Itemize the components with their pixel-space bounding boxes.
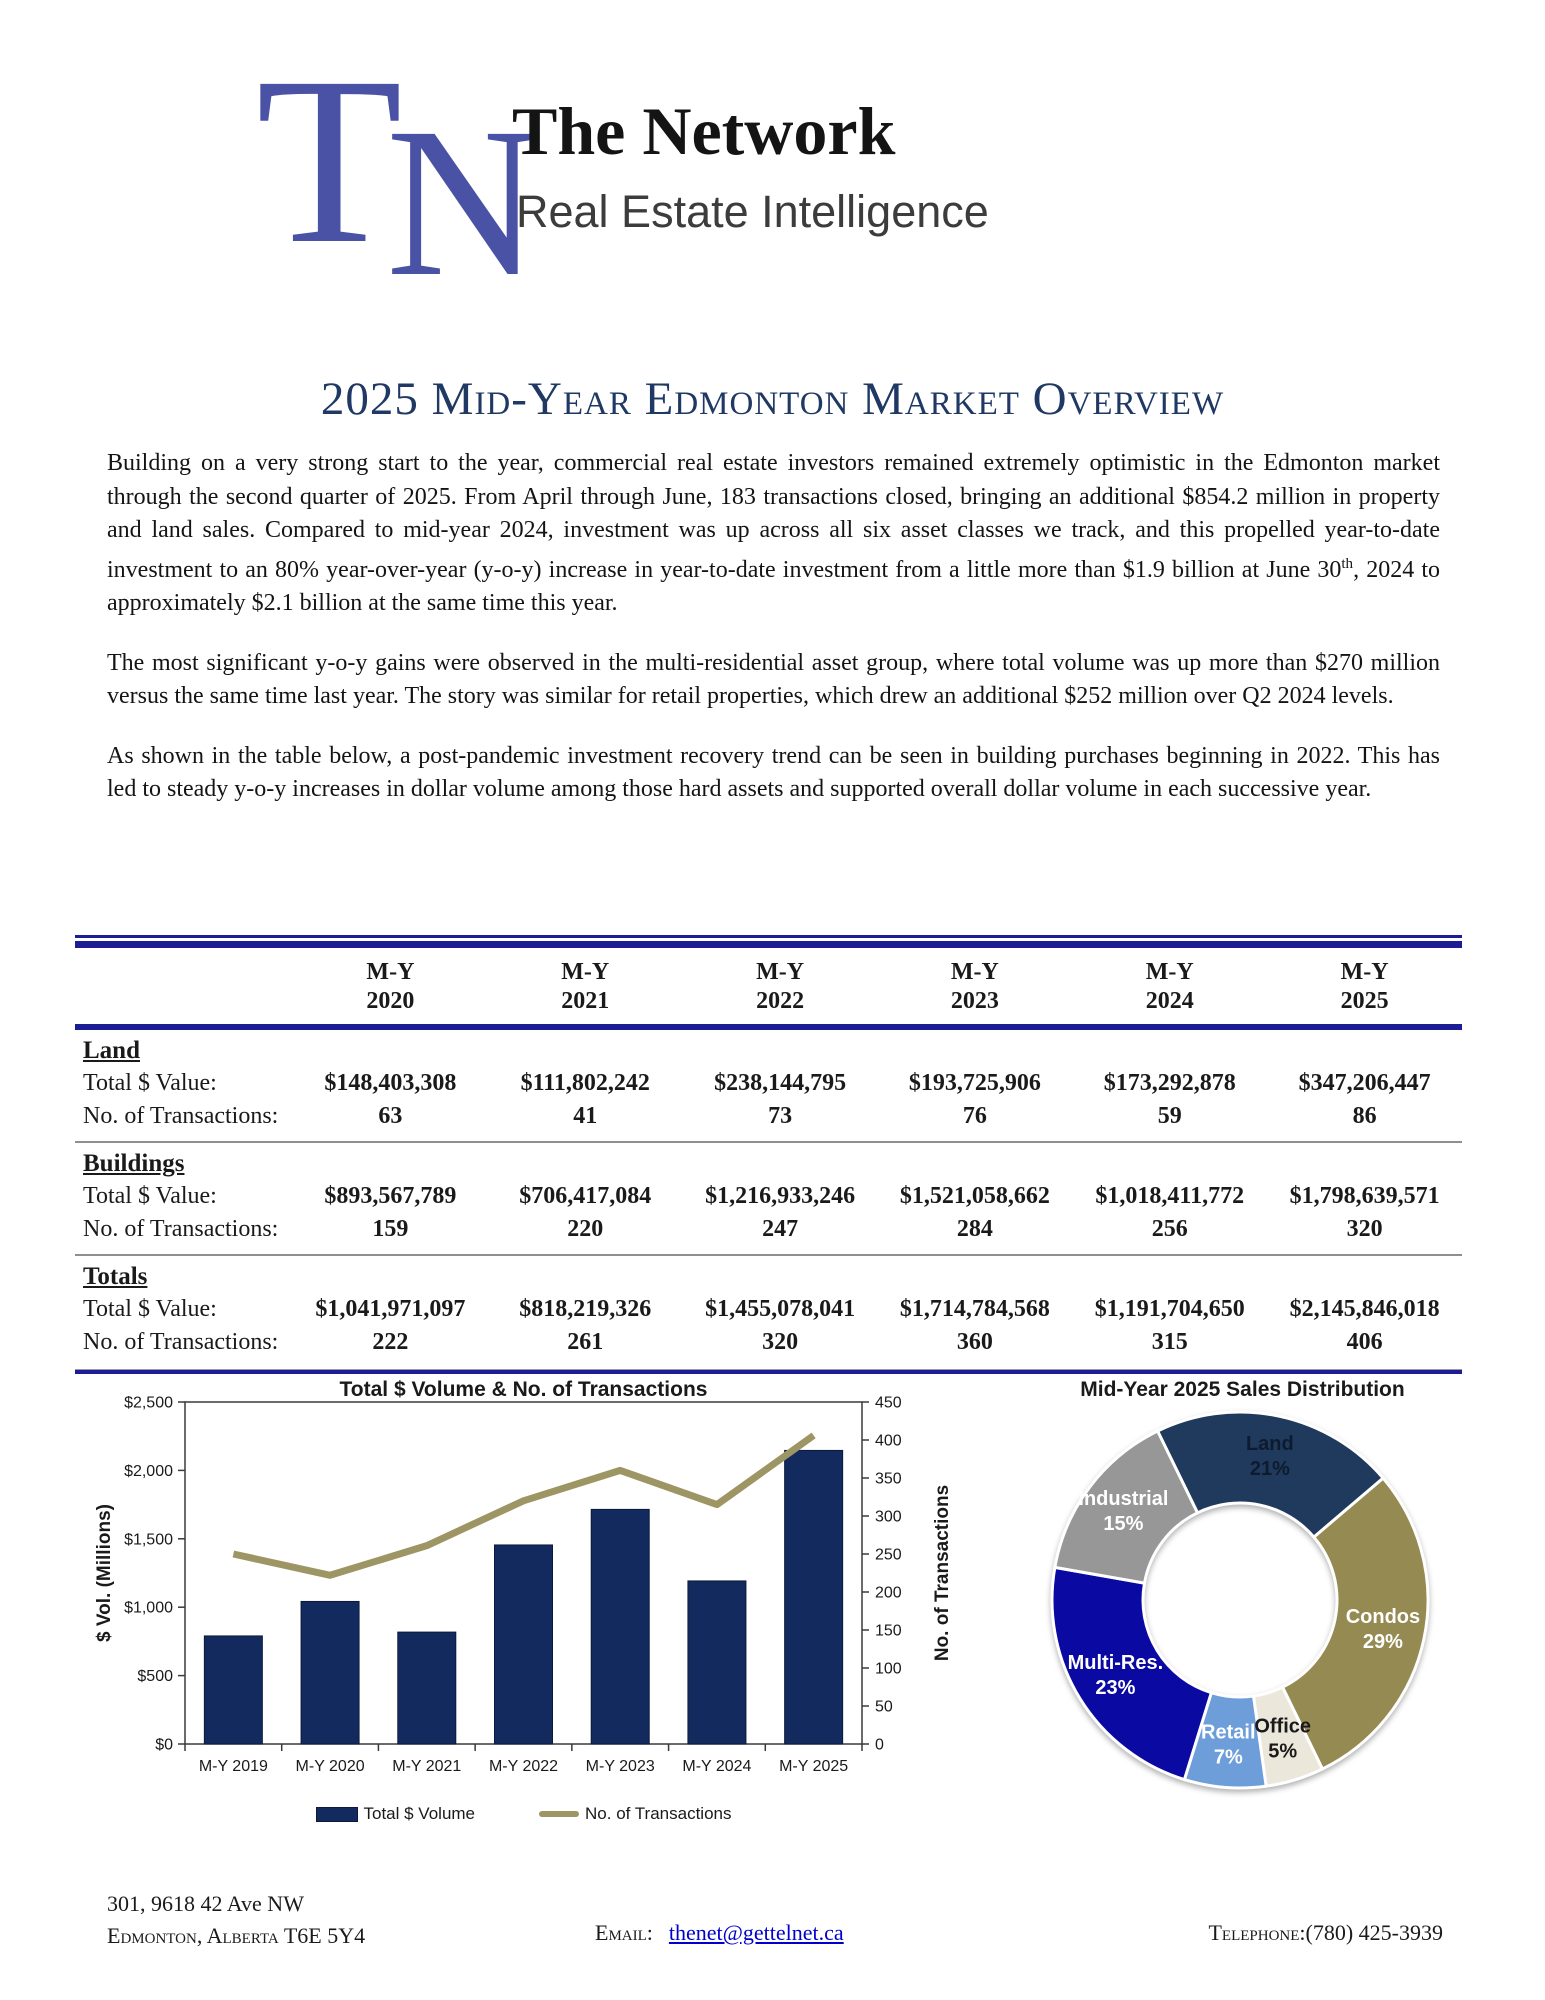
table-year-header: [1072, 948, 1267, 1022]
value-cell: $1,216,933,246: [705, 1183, 856, 1209]
address-line-2: Edmonton, Alberta T6E 5Y4: [107, 1923, 366, 1948]
transactions-cell: 360: [956, 1329, 993, 1355]
x-axis-category-label: M-Y 2025: [779, 1758, 849, 1775]
ordinal-superscript: th: [1341, 555, 1354, 572]
table-section-name: [83, 1150, 1462, 1178]
value-cell: $111,802,242: [520, 1070, 650, 1096]
summary-table: [75, 935, 1462, 1374]
logo-monogram-t: T: [256, 27, 403, 293]
donut-slice-label: Condos 29%: [1345, 1605, 1421, 1653]
x-axis-category-label: M-Y 2020: [295, 1758, 365, 1775]
legend-label-transactions: No. of Transactions: [585, 1804, 732, 1823]
table-row-value: [75, 1067, 1462, 1100]
year-label: 2025: [1340, 988, 1389, 1014]
right-axis-tick-label: 50: [875, 1698, 893, 1716]
x-axis-category-label: M-Y 2023: [585, 1758, 655, 1775]
value-cell: $1,455,078,041: [705, 1296, 856, 1322]
table-section-rule: [75, 1141, 1462, 1143]
transactions-cell: 63: [378, 1103, 403, 1129]
volume-bar: [495, 1545, 553, 1744]
transactions-cell: 76: [962, 1103, 987, 1129]
paragraph-3: As shown in the table below, a post-pandemic investment recovery trend can be seen in building purchases beginning in 2022. This has led to steady y-o-y increases in dollar volume among those hard assets and supported overall dollar volume in each successive year.: [107, 742, 1440, 802]
legend-label-volume: Total $ Volume: [363, 1804, 476, 1823]
year-label: 2023: [950, 988, 999, 1014]
x-axis-category-label: M-Y 2022: [488, 1758, 559, 1775]
transactions-cell: 406: [1346, 1329, 1383, 1355]
right-axis-tick-label: 450: [875, 1394, 902, 1412]
transactions-cell: 220: [567, 1216, 604, 1242]
year-label: 2022: [756, 988, 805, 1014]
table-section-name: [83, 1263, 1462, 1291]
transactions-cell: 320: [762, 1329, 799, 1355]
table-top-rule: [75, 935, 1462, 948]
donut-slice-label: Retail 7%: [1201, 1721, 1256, 1769]
table-header-rule: [75, 1024, 1462, 1030]
legend-item-volume: [316, 1804, 476, 1824]
paragraph-1-text-end: , 2024 to approximately $2.1 billion at the same time this year.: [107, 556, 1441, 616]
volume-bar: [688, 1581, 746, 1744]
logo-monogram-n: N: [386, 84, 541, 321]
bar-series-swatch: [316, 1807, 358, 1822]
transactions-cell: 73: [768, 1103, 793, 1129]
table-body: [75, 1037, 1462, 1374]
table-header-row: [75, 948, 1462, 1022]
transactions-cell: 261: [567, 1329, 604, 1355]
year-label: 2021: [561, 988, 610, 1014]
table-row-value: [75, 1180, 1462, 1213]
value-cell: $193,725,906: [908, 1070, 1041, 1096]
period-label: M-Y: [561, 959, 610, 985]
combo-chart-title: Total $ Volume & No. of Transactions: [339, 1378, 708, 1401]
value-cell: $1,191,704,650: [1094, 1296, 1245, 1322]
right-axis-tick-label: 100: [875, 1660, 902, 1678]
right-axis-title: No. of Transactions: [932, 1484, 953, 1662]
row-label: No. of Transactions:: [83, 1216, 279, 1242]
value-cell: $1,714,784,568: [899, 1296, 1050, 1322]
row-label: No. of Transactions:: [83, 1103, 279, 1129]
table-year-header: [877, 948, 1072, 1022]
x-axis-category-label: M-Y 2021: [392, 1758, 462, 1775]
value-cell: $347,206,447: [1298, 1070, 1431, 1096]
value-cell: $173,292,878: [1103, 1070, 1236, 1096]
transactions-cell: 315: [1151, 1329, 1188, 1355]
combo-chart-canvas: [88, 1392, 1018, 1802]
donut-slice-label: Land 21%: [1245, 1433, 1294, 1481]
period-label: M-Y: [366, 959, 415, 985]
company-name: The Network: [512, 93, 896, 169]
right-axis-tick-label: 350: [875, 1470, 902, 1488]
transactions-cell: 59: [1157, 1103, 1182, 1129]
combo-chart-legend: [185, 1804, 862, 1824]
value-cell: $1,798,639,571: [1289, 1183, 1440, 1209]
transactions-cell: 320: [1346, 1216, 1383, 1242]
section-name-text: Totals: [83, 1263, 148, 1290]
donut-slice-label: Multi-Res. 23%: [1067, 1652, 1164, 1700]
table-year-header: [683, 948, 878, 1022]
donut-chart-title: Mid-Year 2025 Sales Distribution: [1080, 1378, 1405, 1401]
period-label: M-Y: [1340, 959, 1389, 985]
left-axis-tick-label: $1,000: [124, 1599, 173, 1617]
table-row-transactions: [75, 1213, 1462, 1246]
section-name-text: Land: [83, 1037, 140, 1064]
transactions-cell: 159: [372, 1216, 409, 1242]
volume-bar: [204, 1636, 262, 1744]
page-title: 2025 Mid-Year Edmonton Market Overview: [320, 373, 1225, 425]
section-name-text: Buildings: [83, 1150, 185, 1177]
donut-chart-canvas: [1020, 1400, 1465, 1820]
transactions-cell: 86: [1352, 1103, 1377, 1129]
transactions-cell: 247: [762, 1216, 799, 1242]
email-link[interactable]: thenet@gettelnet.ca: [668, 1920, 844, 1945]
transactions-cell: 222: [372, 1329, 409, 1355]
company-logo: [0, 0, 1545, 321]
paragraph-2: The most significant y-o-y gains were observed in the multi-residential asset group, where total volume was up more than $270 million versus the same time last year. The story was similar for retail properties, which drew an additional $252 million over Q2 2024 levels.: [107, 649, 1440, 709]
company-tagline: Real Estate Intelligence: [516, 186, 989, 237]
address-line-1: 301, 9618 42 Ave NW: [107, 1891, 304, 1916]
row-label: No. of Transactions:: [83, 1329, 279, 1355]
legend-item-transactions: [539, 1804, 731, 1824]
x-axis-category-label: M-Y 2024: [682, 1758, 752, 1775]
year-label: 2020: [366, 988, 415, 1014]
left-axis-tick-label: $0: [155, 1736, 173, 1754]
transactions-cell: 284: [956, 1216, 993, 1242]
left-axis-tick-label: $2,500: [124, 1394, 173, 1412]
table-section-rule: [75, 1254, 1462, 1256]
value-cell: $893,567,789: [324, 1183, 457, 1209]
sales-distribution-chart: [1020, 1374, 1465, 1834]
paragraph-1: [107, 447, 1440, 621]
left-axis-tick-label: $500: [137, 1668, 173, 1686]
volume-bar: [301, 1601, 359, 1744]
period-label: M-Y: [756, 959, 805, 985]
volume-transactions-chart: [88, 1374, 1018, 1834]
right-axis-tick-label: 0: [875, 1736, 884, 1754]
period-label: M-Y: [1145, 959, 1194, 985]
line-series-swatch: [539, 1811, 579, 1817]
left-axis-title: $ Vol. (Millions): [94, 1504, 115, 1642]
left-axis-tick-label: $1,500: [124, 1531, 173, 1549]
right-axis-tick-label: 150: [875, 1622, 902, 1640]
table-year-header: [293, 948, 488, 1022]
email-label: Email:: [595, 1920, 653, 1945]
body-copy: [107, 447, 1440, 833]
footer-address: [107, 1888, 365, 1952]
left-axis-tick-label: $2,000: [124, 1462, 173, 1480]
donut-slice-label: Industrial 15%: [1078, 1488, 1169, 1536]
value-cell: $238,144,795: [714, 1070, 847, 1096]
footer-telephone: Telephone:(780) 425-3939: [1208, 1920, 1443, 1945]
right-axis-tick-label: 200: [875, 1584, 902, 1602]
transactions-cell: 41: [573, 1103, 598, 1129]
footer-email: [595, 1920, 844, 1946]
period-label: M-Y: [950, 959, 999, 985]
value-cell: $1,018,411,772: [1095, 1183, 1245, 1209]
row-label: Total $ Value:: [83, 1296, 217, 1322]
value-cell: $2,145,846,018: [1289, 1296, 1440, 1322]
x-axis-category-label: M-Y 2019: [198, 1758, 268, 1775]
row-label: Total $ Value:: [83, 1070, 217, 1096]
value-cell: $818,219,326: [519, 1296, 652, 1322]
volume-bar: [591, 1509, 649, 1744]
right-axis-tick-label: 250: [875, 1546, 902, 1564]
value-cell: $1,041,971,097: [315, 1296, 466, 1322]
table-year-header: [488, 948, 683, 1022]
value-cell: $1,521,058,662: [899, 1183, 1050, 1209]
row-label: Total $ Value:: [83, 1183, 217, 1209]
right-axis-tick-label: 300: [875, 1508, 902, 1526]
year-label: 2024: [1145, 988, 1194, 1014]
donut-slice-label: Office 5%: [1254, 1715, 1312, 1763]
table-row-transactions: [75, 1100, 1462, 1133]
table-year-header: [1267, 948, 1462, 1022]
table-section-name: [83, 1037, 1462, 1065]
table-row-transactions: [75, 1326, 1462, 1359]
value-cell: $706,417,084: [519, 1183, 652, 1209]
table-row-value: [75, 1293, 1462, 1326]
volume-bar: [398, 1632, 456, 1744]
transactions-cell: 256: [1151, 1216, 1188, 1242]
volume-bar: [785, 1450, 843, 1744]
paragraph-1-text: Building on a very strong start to the year, commercial real estate investors remained extremely optimistic in the Edmonton market through the second quarter of 2025. From April through June, 183 transactions closed, bringing an additional $854.2 million in property and land sales. Compared to mid-year 2024, investment was up across all six asset classes we track, and this propelled year-to-date investment to an 80% year-over-year (y-o-y) increase in year-to-date investment from a little more than $1.9 billion at June 30: [107, 450, 1440, 583]
value-cell: $148,403,308: [324, 1070, 457, 1096]
right-axis-tick-label: 400: [875, 1432, 902, 1450]
